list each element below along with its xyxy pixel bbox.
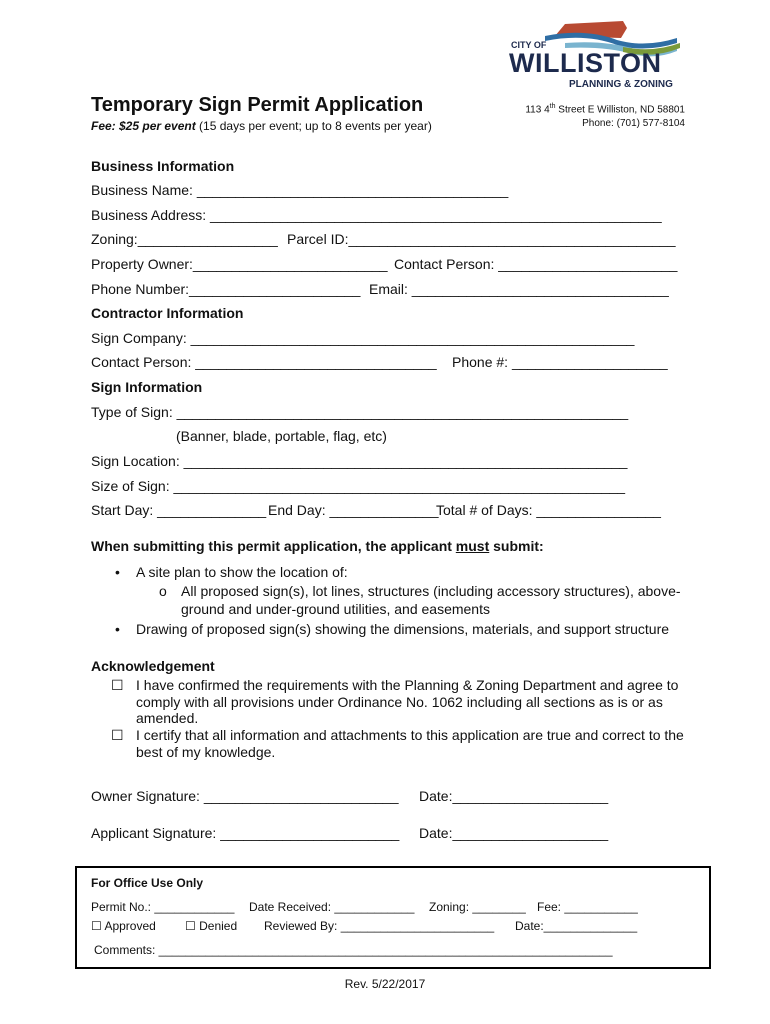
parcel-id-field[interactable]: Parcel ID:__________________________________________ [287, 231, 676, 247]
contractor-heading: Contractor Information [91, 305, 244, 321]
contact-person-field[interactable]: Contact Person: _______________________ [394, 256, 678, 272]
sign-type-field[interactable]: Type of Sign: __________________________________________________________ [91, 404, 629, 420]
applicant-date-field[interactable]: Date:____________________ [419, 825, 609, 841]
checkbox-icon: ☐ [185, 919, 196, 933]
submit-heading: When submitting this permit application, the applicant must submit: [91, 538, 544, 554]
property-owner-field[interactable]: Property Owner:_________________________ [91, 256, 388, 272]
denied-checkbox[interactable]: ☐ Denied [185, 919, 238, 933]
business-heading: Business Information [91, 158, 235, 174]
bullet-icon: • [115, 621, 120, 637]
logo-name: WILLISTON [509, 48, 662, 78]
checkbox-icon: ☐ [91, 919, 102, 933]
contractor-contact-field[interactable]: Contact Person: _______________________________ [91, 354, 437, 370]
fee-details: (15 days per event; up to 8 events per year) [195, 119, 432, 133]
circle-bullet-icon: o [159, 583, 167, 599]
ack-heading: Acknowledgement [91, 658, 215, 674]
sign-type-hint: (Banner, blade, portable, flag, etc) [176, 428, 387, 444]
sign-size-field[interactable]: Size of Sign: __________________________________________________________ [91, 478, 626, 494]
reviewed-by-field[interactable]: Reviewed By: _______________________ [264, 919, 495, 933]
owner-signature-field[interactable]: Owner Signature: _________________________ [91, 788, 399, 804]
requirement-drawing: Drawing of proposed sign(s) showing the dimensions, materials, and support structure [136, 621, 670, 637]
zoning-field[interactable]: Zoning:__________________ [91, 231, 278, 247]
logo-department: PLANNING & ZONING [569, 79, 673, 90]
approved-checkbox[interactable]: ☐ Approved [91, 919, 156, 933]
applicant-signature-field[interactable]: Applicant Signature: _______________________ [91, 825, 400, 841]
contractor-phone-field[interactable]: Phone #: ____________________ [452, 354, 668, 370]
requirement-site-plan: A site plan to show the location of: [136, 564, 348, 580]
business-address-field[interactable]: Business Address: __________________________________________________________ [91, 207, 662, 223]
sign-heading: Sign Information [91, 379, 203, 395]
requirement-site-plan-detail: All proposed sign(s), lot lines, structures (including accessory structures), above- [181, 583, 681, 599]
sign-location-field[interactable]: Sign Location: _________________________________________________________ [91, 453, 628, 469]
office-fee-field[interactable]: Fee: ___________ [537, 900, 638, 914]
end-day-field[interactable]: End Day: ______________ [268, 502, 439, 518]
ack-item-requirements: I have confirmed the requirements with the Planning & Zoning Department and agree to comply with all provisions under Ordinance No. 1062 including all sections as is or as amended. [136, 677, 679, 726]
email-field[interactable]: Email: _________________________________ [369, 281, 669, 297]
checkbox-icon[interactable]: ☐ [111, 677, 124, 693]
logo-city-of: CITY OF [511, 40, 547, 50]
office-heading: For Office Use Only [91, 876, 204, 890]
williston-logo [505, 16, 685, 96]
comments-field[interactable]: Comments: ____________________________________________________________________ [94, 943, 613, 957]
office-date-field[interactable]: Date:______________ [515, 919, 638, 933]
owner-date-field[interactable]: Date:____________________ [419, 788, 609, 804]
permit-number-field[interactable]: Permit No.: ____________ [91, 900, 235, 914]
checkbox-icon[interactable]: ☐ [111, 727, 124, 743]
office-use-box [75, 866, 711, 969]
date-received-field[interactable]: Date Received: ____________ [249, 900, 415, 914]
requirement-site-plan-detail-cont: ground and under-ground utilities, and easements [181, 601, 490, 617]
sign-company-field[interactable]: Sign Company: _________________________________________________________ [91, 330, 635, 346]
office-phone: Phone: (701) 577-8104 [582, 118, 685, 129]
fee-line [91, 119, 432, 133]
fee-amount: Fee: $25 per event [91, 119, 196, 133]
phone-number-field[interactable]: Phone Number:______________________ [91, 281, 361, 297]
business-name-field[interactable]: Business Name: ________________________________________ [91, 182, 509, 198]
page-title: Temporary Sign Permit Application [91, 94, 424, 116]
bullet-icon: • [115, 564, 120, 580]
total-days-field[interactable]: Total # of Days: ________________ [436, 502, 661, 518]
office-zoning-field[interactable]: Zoning: ________ [429, 900, 526, 914]
office-address: 113 4th Street E Williston, ND 58801 [525, 103, 685, 116]
start-day-field[interactable]: Start Day: ______________ [91, 502, 267, 518]
ack-item-certify: I certify that all information and attachments to this application are true and correct to the best of my knowledge. [136, 727, 684, 760]
revision-date: Rev. 5/22/2017 [344, 977, 426, 991]
